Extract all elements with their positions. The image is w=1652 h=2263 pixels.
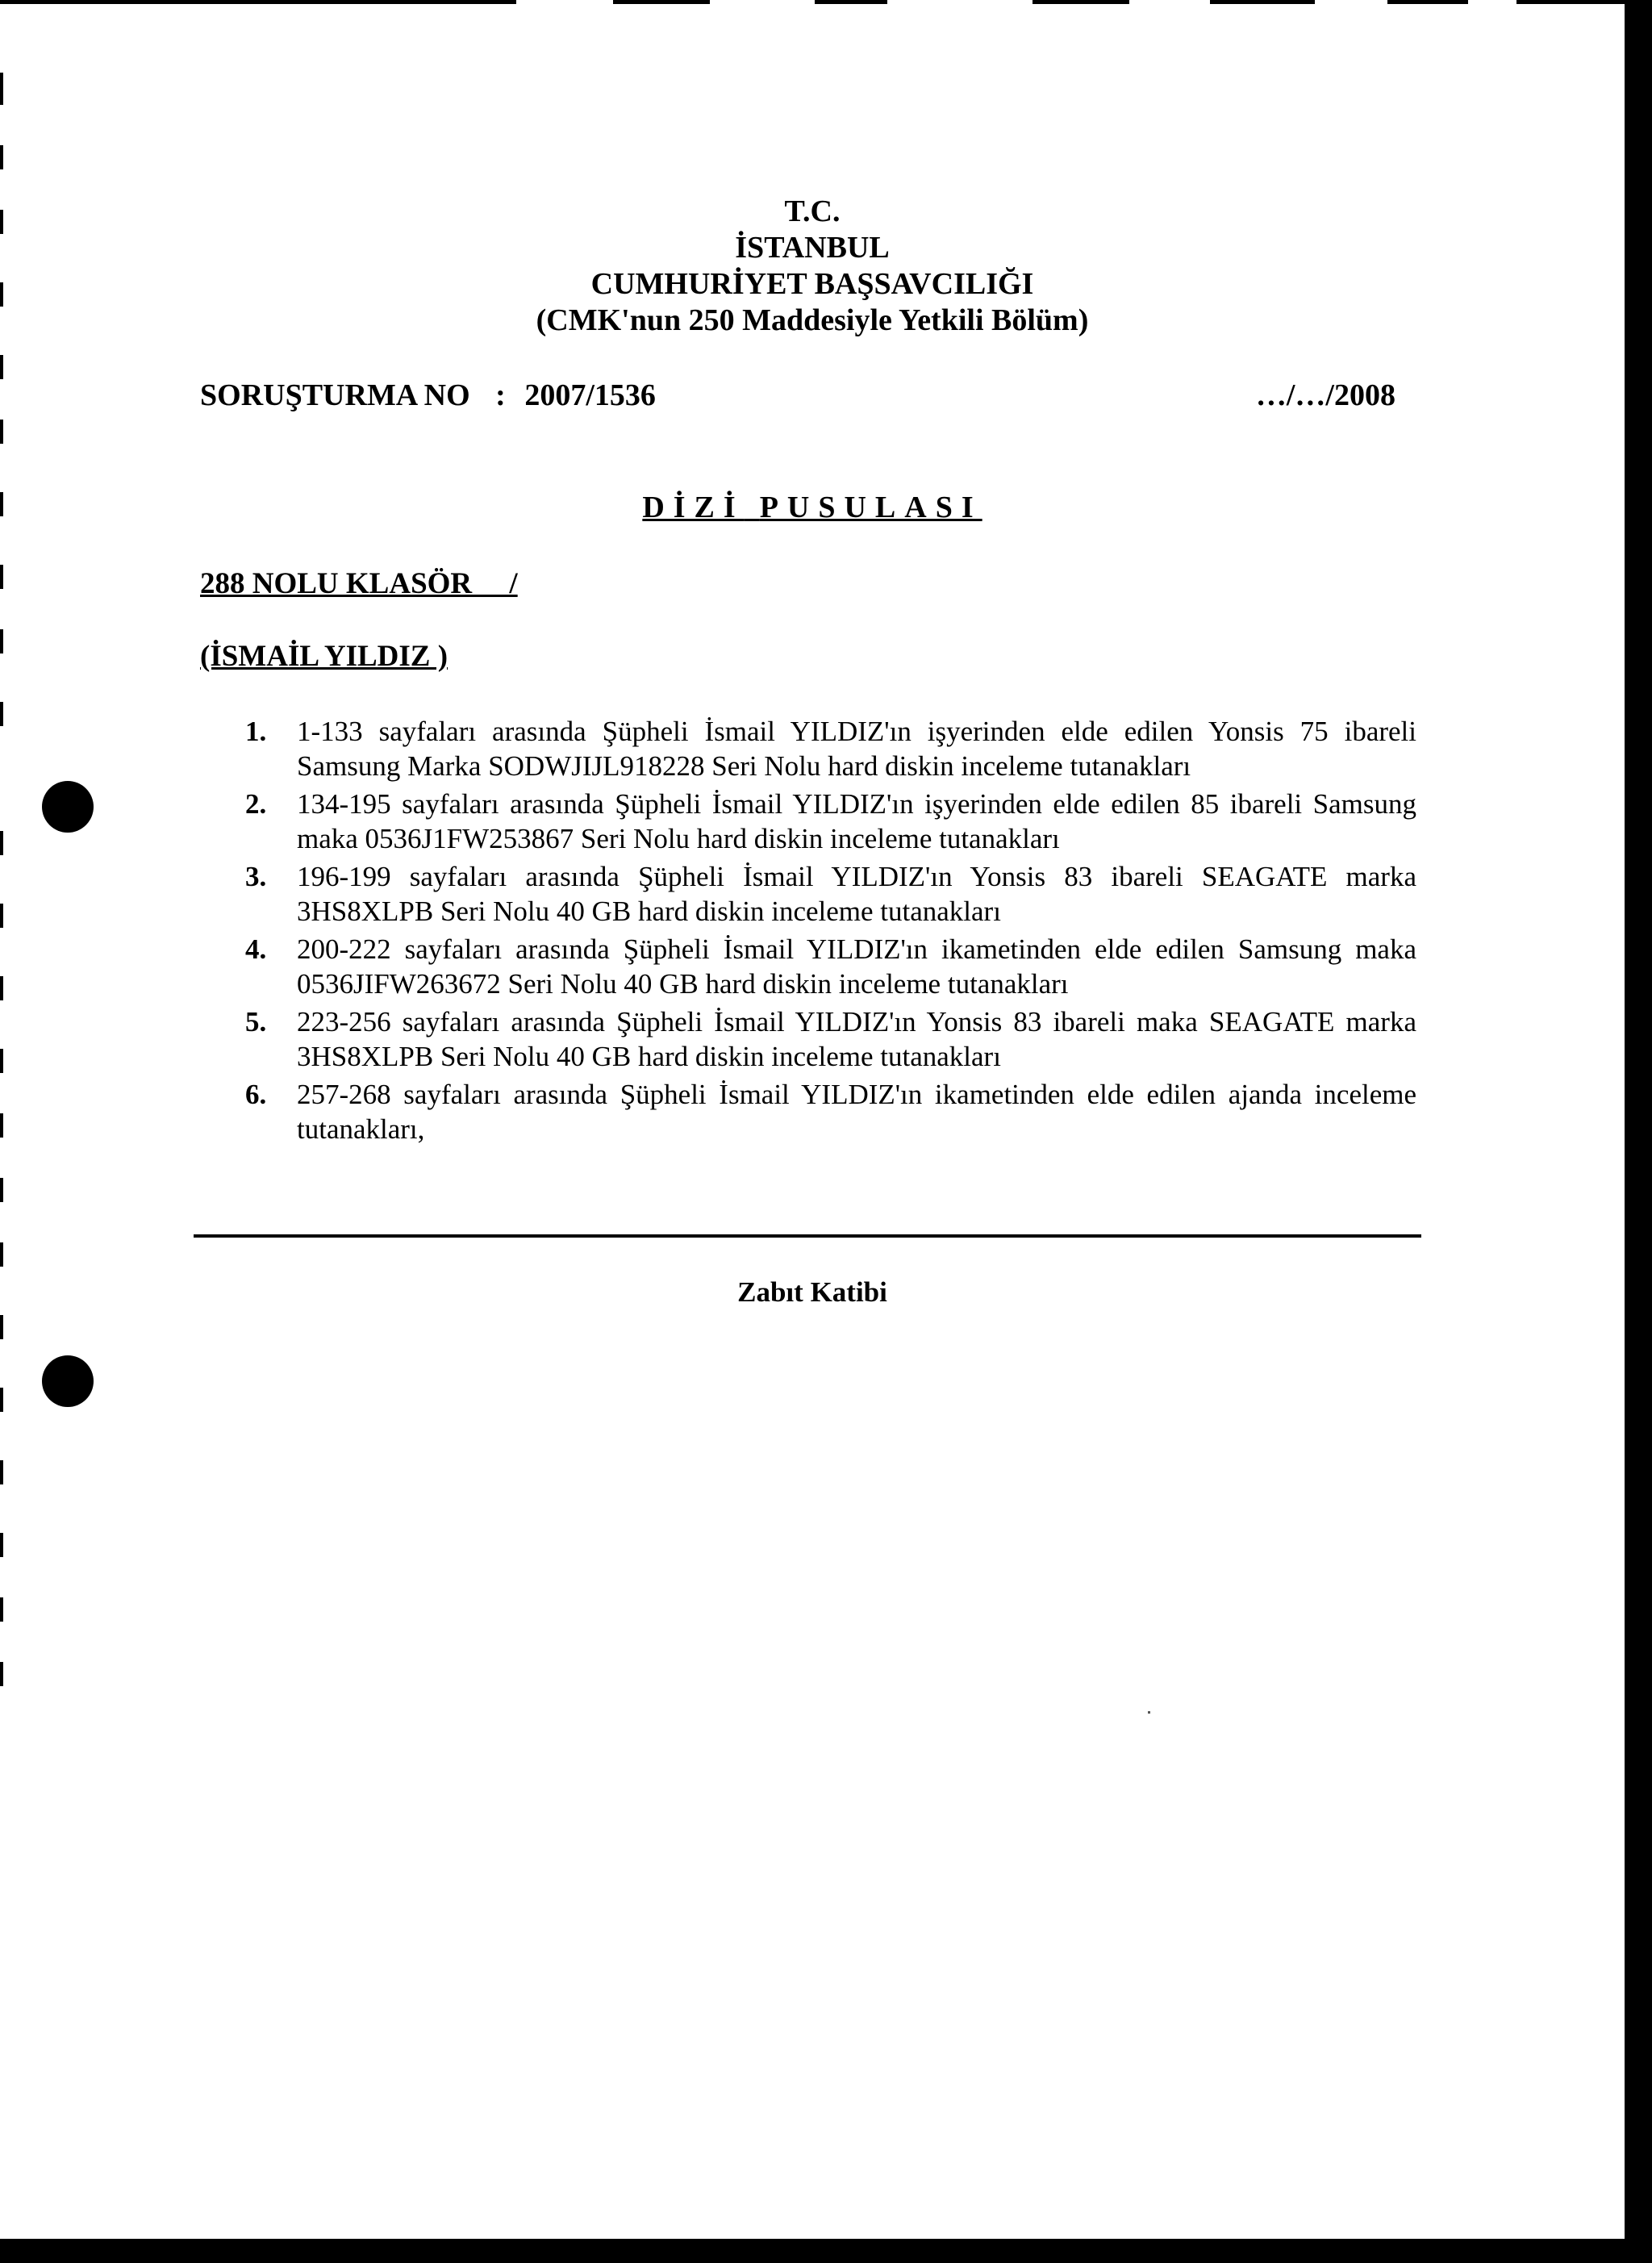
list-item-text: 1-133 sayfaları arasında Şüpheli İsmail YILDIZ'ın işyerinden elde edilen Yonsis 75 ibareli Samsung Marka SODWJIJL918228 Seri Nolu hard diskin inceleme tutanakları bbox=[297, 716, 1416, 782]
list-item-text: 196-199 sayfaları arasında Şüpheli İsmail YILDIZ'ın Yonsis 83 ibareli SEAGATE marka 3HS8XLPB Seri Nolu 40 GB hard diskin inceleme tutanakları bbox=[297, 861, 1416, 927]
list-item bbox=[245, 1004, 1416, 1074]
letterhead-line-department: (CMK'nun 250 Maddesiyle Yetkili Bölüm) bbox=[536, 303, 1089, 337]
list-item-number: 3. bbox=[245, 861, 267, 892]
letterhead bbox=[0, 194, 1625, 339]
list-item bbox=[245, 859, 1416, 929]
document-date: …/…/2008 bbox=[1255, 378, 1395, 412]
investigation-label: SORUŞTURMA NO bbox=[200, 378, 470, 412]
list-item-number: 4. bbox=[245, 933, 267, 965]
signature-label: Zabıt Katibi bbox=[737, 1276, 887, 1308]
investigation-number: 2007/1536 bbox=[524, 378, 656, 412]
scan-speck bbox=[1148, 1711, 1150, 1714]
list-item-text: 134-195 sayfaları arasında Şüpheli İsmail YILDIZ'ın işyerinden elde edilen 85 ibareli Samsung maka 0536J1FW253867 Seri Nolu hard diskin inceleme tutanakları bbox=[297, 788, 1416, 854]
document-title-word-2: PUSULASI bbox=[759, 491, 982, 524]
list-item-text: 257-268 sayfaları arasında Şüpheli İsmail YILDIZ'ın ikametinden elde edilen ajanda inceleme tutanakları, bbox=[297, 1079, 1416, 1145]
investigation-line bbox=[200, 378, 1395, 413]
item-list bbox=[245, 714, 1416, 1150]
folder-line: 288 NOLU KLASÖR / bbox=[200, 567, 518, 600]
letterhead-line-office: CUMHURİYET BAŞSAVCILIĞI bbox=[590, 267, 1034, 301]
list-item bbox=[245, 714, 1416, 783]
list-item-number: 5. bbox=[245, 1006, 267, 1038]
list-item bbox=[245, 787, 1416, 856]
punch-hole-bottom bbox=[42, 1355, 94, 1407]
list-item-number: 6. bbox=[245, 1079, 267, 1110]
person-line: (İSMAİL YILDIZ ) bbox=[200, 640, 448, 673]
scan-edge-top bbox=[0, 0, 1625, 6]
signature-divider bbox=[194, 1234, 1421, 1238]
investigation-separator: : bbox=[495, 378, 506, 412]
document-title-word-1: DİZİ bbox=[642, 491, 745, 524]
document-title bbox=[0, 490, 1625, 525]
list-item bbox=[245, 1077, 1416, 1146]
letterhead-line-tc: T.C. bbox=[784, 194, 841, 228]
list-item-number: 1. bbox=[245, 716, 267, 747]
list-item-text: 223-256 sayfaları arasında Şüpheli İsmail YILDIZ'ın Yonsis 83 ibareli maka SEAGATE marka 3HS8XLPB Seri Nolu 40 GB hard diskin inceleme tutanakları bbox=[297, 1006, 1416, 1072]
list-item-number: 2. bbox=[245, 788, 267, 820]
list-item bbox=[245, 932, 1416, 1001]
punch-hole-top bbox=[42, 781, 94, 833]
letterhead-line-city: İSTANBUL bbox=[735, 231, 890, 265]
list-item-text: 200-222 sayfaları arasında Şüpheli İsmail YILDIZ'ın ikametinden elde edilen Samsung maka 0536JIFW263672 Seri Nolu 40 GB hard diskin inceleme tutanakları bbox=[297, 933, 1416, 1000]
